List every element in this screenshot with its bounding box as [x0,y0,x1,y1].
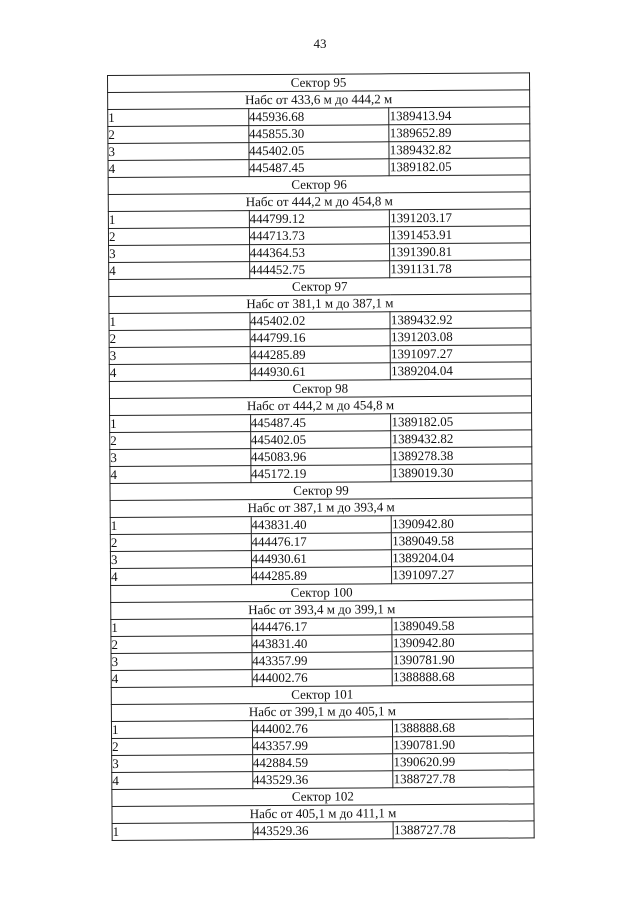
y-coordinate-cell: 1391390.81 [390,243,531,261]
sector-altitude-range: Набс от 444,2 м до 454,8 м [109,396,531,416]
y-coordinate-cell: 1389432.92 [390,311,531,329]
sector-altitude-range: Набс от 433,6 м до 444,2 м [108,90,530,110]
sector-title: Сектор 99 [110,481,532,501]
sector-title: Сектор 95 [108,73,530,93]
sector-title: Сектор 97 [109,277,531,297]
x-coordinate-cell: 443529.36 [253,822,394,840]
x-coordinate-cell: 445402.05 [250,431,391,449]
x-coordinate-cell: 445487.45 [249,159,390,177]
x-coordinate-cell: 444452.75 [249,261,390,279]
x-coordinate-cell: 442884.59 [252,754,393,772]
y-coordinate-cell: 1390942.80 [392,634,533,652]
sector-title: Сектор 98 [109,379,531,399]
point-number-cell: 3 [110,551,251,569]
y-coordinate-cell: 1389182.05 [391,413,532,431]
x-coordinate-cell: 443831.40 [252,635,393,653]
sector-altitude-range: Набс от 399,1 м до 405,1 м [111,702,533,722]
x-coordinate-cell: 444799.12 [249,210,390,228]
point-number-cell: 2 [108,228,249,246]
sector-altitude-range: Набс от 387,1 м до 393,4 м [110,498,532,518]
x-coordinate-cell: 445402.02 [250,312,391,330]
x-coordinate-cell: 445172.19 [251,465,392,483]
point-number-cell: 3 [110,449,251,467]
y-coordinate-cell: 1391097.27 [392,566,533,584]
point-number-cell: 1 [109,313,250,331]
point-number-cell: 1 [111,721,252,739]
point-number-cell: 3 [109,347,250,365]
y-coordinate-cell: 1390942.80 [392,515,533,533]
point-number-cell: 3 [111,653,252,671]
y-coordinate-cell: 1389432.82 [391,430,532,448]
x-coordinate-cell: 444476.17 [251,533,392,551]
point-number-cell: 1 [110,415,251,433]
x-coordinate-cell: 443357.99 [252,652,393,670]
sector-title: Сектор 96 [108,175,530,195]
y-coordinate-cell: 1390620.99 [393,753,534,771]
y-coordinate-cell: 1388727.78 [393,770,534,788]
y-coordinate-cell: 1389204.04 [391,362,532,380]
point-number-cell: 1 [112,823,253,841]
y-coordinate-cell: 1390781.90 [392,651,533,669]
point-number-cell: 2 [111,636,252,654]
x-coordinate-cell: 444002.76 [252,669,393,687]
y-coordinate-cell: 1391097.27 [390,345,531,363]
coordinates-table [107,72,535,841]
point-number-cell: 4 [112,772,253,790]
x-coordinate-cell: 444930.61 [250,363,391,381]
x-coordinate-cell: 444002.76 [252,720,393,738]
y-coordinate-cell: 1391453.91 [390,226,531,244]
x-coordinate-cell: 445083.96 [250,448,391,466]
x-coordinate-cell: 444285.89 [251,567,392,585]
point-number-cell: 2 [112,738,253,756]
point-number-cell: 2 [109,330,250,348]
point-number-cell: 4 [111,568,252,586]
y-coordinate-cell: 1389204.04 [392,549,533,567]
x-coordinate-cell: 444364.53 [249,244,390,262]
x-coordinate-cell: 444799.16 [250,329,391,347]
sector-altitude-range: Набс от 444,2 м до 454,8 м [108,192,530,212]
point-number-cell: 2 [108,126,249,144]
x-coordinate-cell: 445402.05 [249,142,390,160]
y-coordinate-cell: 1389652.89 [389,124,530,142]
y-coordinate-cell: 1390781.90 [393,736,534,754]
point-number-cell: 3 [109,245,250,263]
y-coordinate-cell: 1389413.94 [389,107,530,125]
y-coordinate-cell: 1388888.68 [392,668,533,686]
y-coordinate-cell: 1389278.38 [391,447,532,465]
x-coordinate-cell: 443357.99 [252,737,393,755]
x-coordinate-cell: 444713.73 [249,227,390,245]
sector-title: Сектор 102 [112,787,534,807]
y-coordinate-cell: 1389049.58 [392,617,533,635]
table-row [112,821,534,841]
point-number-cell: 4 [109,262,250,280]
x-coordinate-cell: 445936.68 [248,108,389,126]
page-number: 43 [313,36,327,51]
point-number-cell: 4 [108,160,249,178]
sector-altitude-range: Набс от 393,4 м до 399,1 м [111,600,533,620]
point-number-cell: 1 [111,619,252,637]
x-coordinate-cell: 444285.89 [250,346,391,364]
point-number-cell: 1 [110,517,251,535]
sector-title: Сектор 100 [111,583,533,603]
y-coordinate-cell: 1391131.78 [390,260,531,278]
sector-title: Сектор 101 [111,685,533,705]
y-coordinate-cell: 1389432.82 [389,141,530,159]
x-coordinate-cell: 445487.45 [250,414,391,432]
point-number-cell: 1 [108,109,249,127]
point-number-cell: 4 [111,670,252,688]
point-number-cell: 4 [110,466,251,484]
y-coordinate-cell: 1388888.68 [393,719,534,737]
sector-altitude-range: Набс от 381,1 м до 387,1 м [109,294,531,314]
x-coordinate-cell: 443831.40 [251,516,392,534]
point-number-cell: 2 [110,432,251,450]
y-coordinate-cell: 1391203.08 [390,328,531,346]
y-coordinate-cell: 1388727.78 [393,821,534,839]
point-number-cell: 4 [109,364,250,382]
x-coordinate-cell: 444476.17 [251,618,392,636]
x-coordinate-cell: 443529.36 [252,771,393,789]
point-number-cell: 3 [112,755,253,773]
sector-altitude-range: Набс от 405,1 м до 411,1 м [112,804,534,824]
y-coordinate-cell: 1391203.17 [390,209,531,227]
point-number-cell: 3 [108,143,249,161]
point-number-cell: 2 [110,534,251,552]
x-coordinate-cell: 445855.30 [248,125,389,143]
y-coordinate-cell: 1389049.58 [392,532,533,550]
x-coordinate-cell: 444930.61 [251,550,392,568]
y-coordinate-cell: 1389182.05 [389,158,530,176]
y-coordinate-cell: 1389019.30 [391,464,532,482]
point-number-cell: 1 [108,211,249,229]
